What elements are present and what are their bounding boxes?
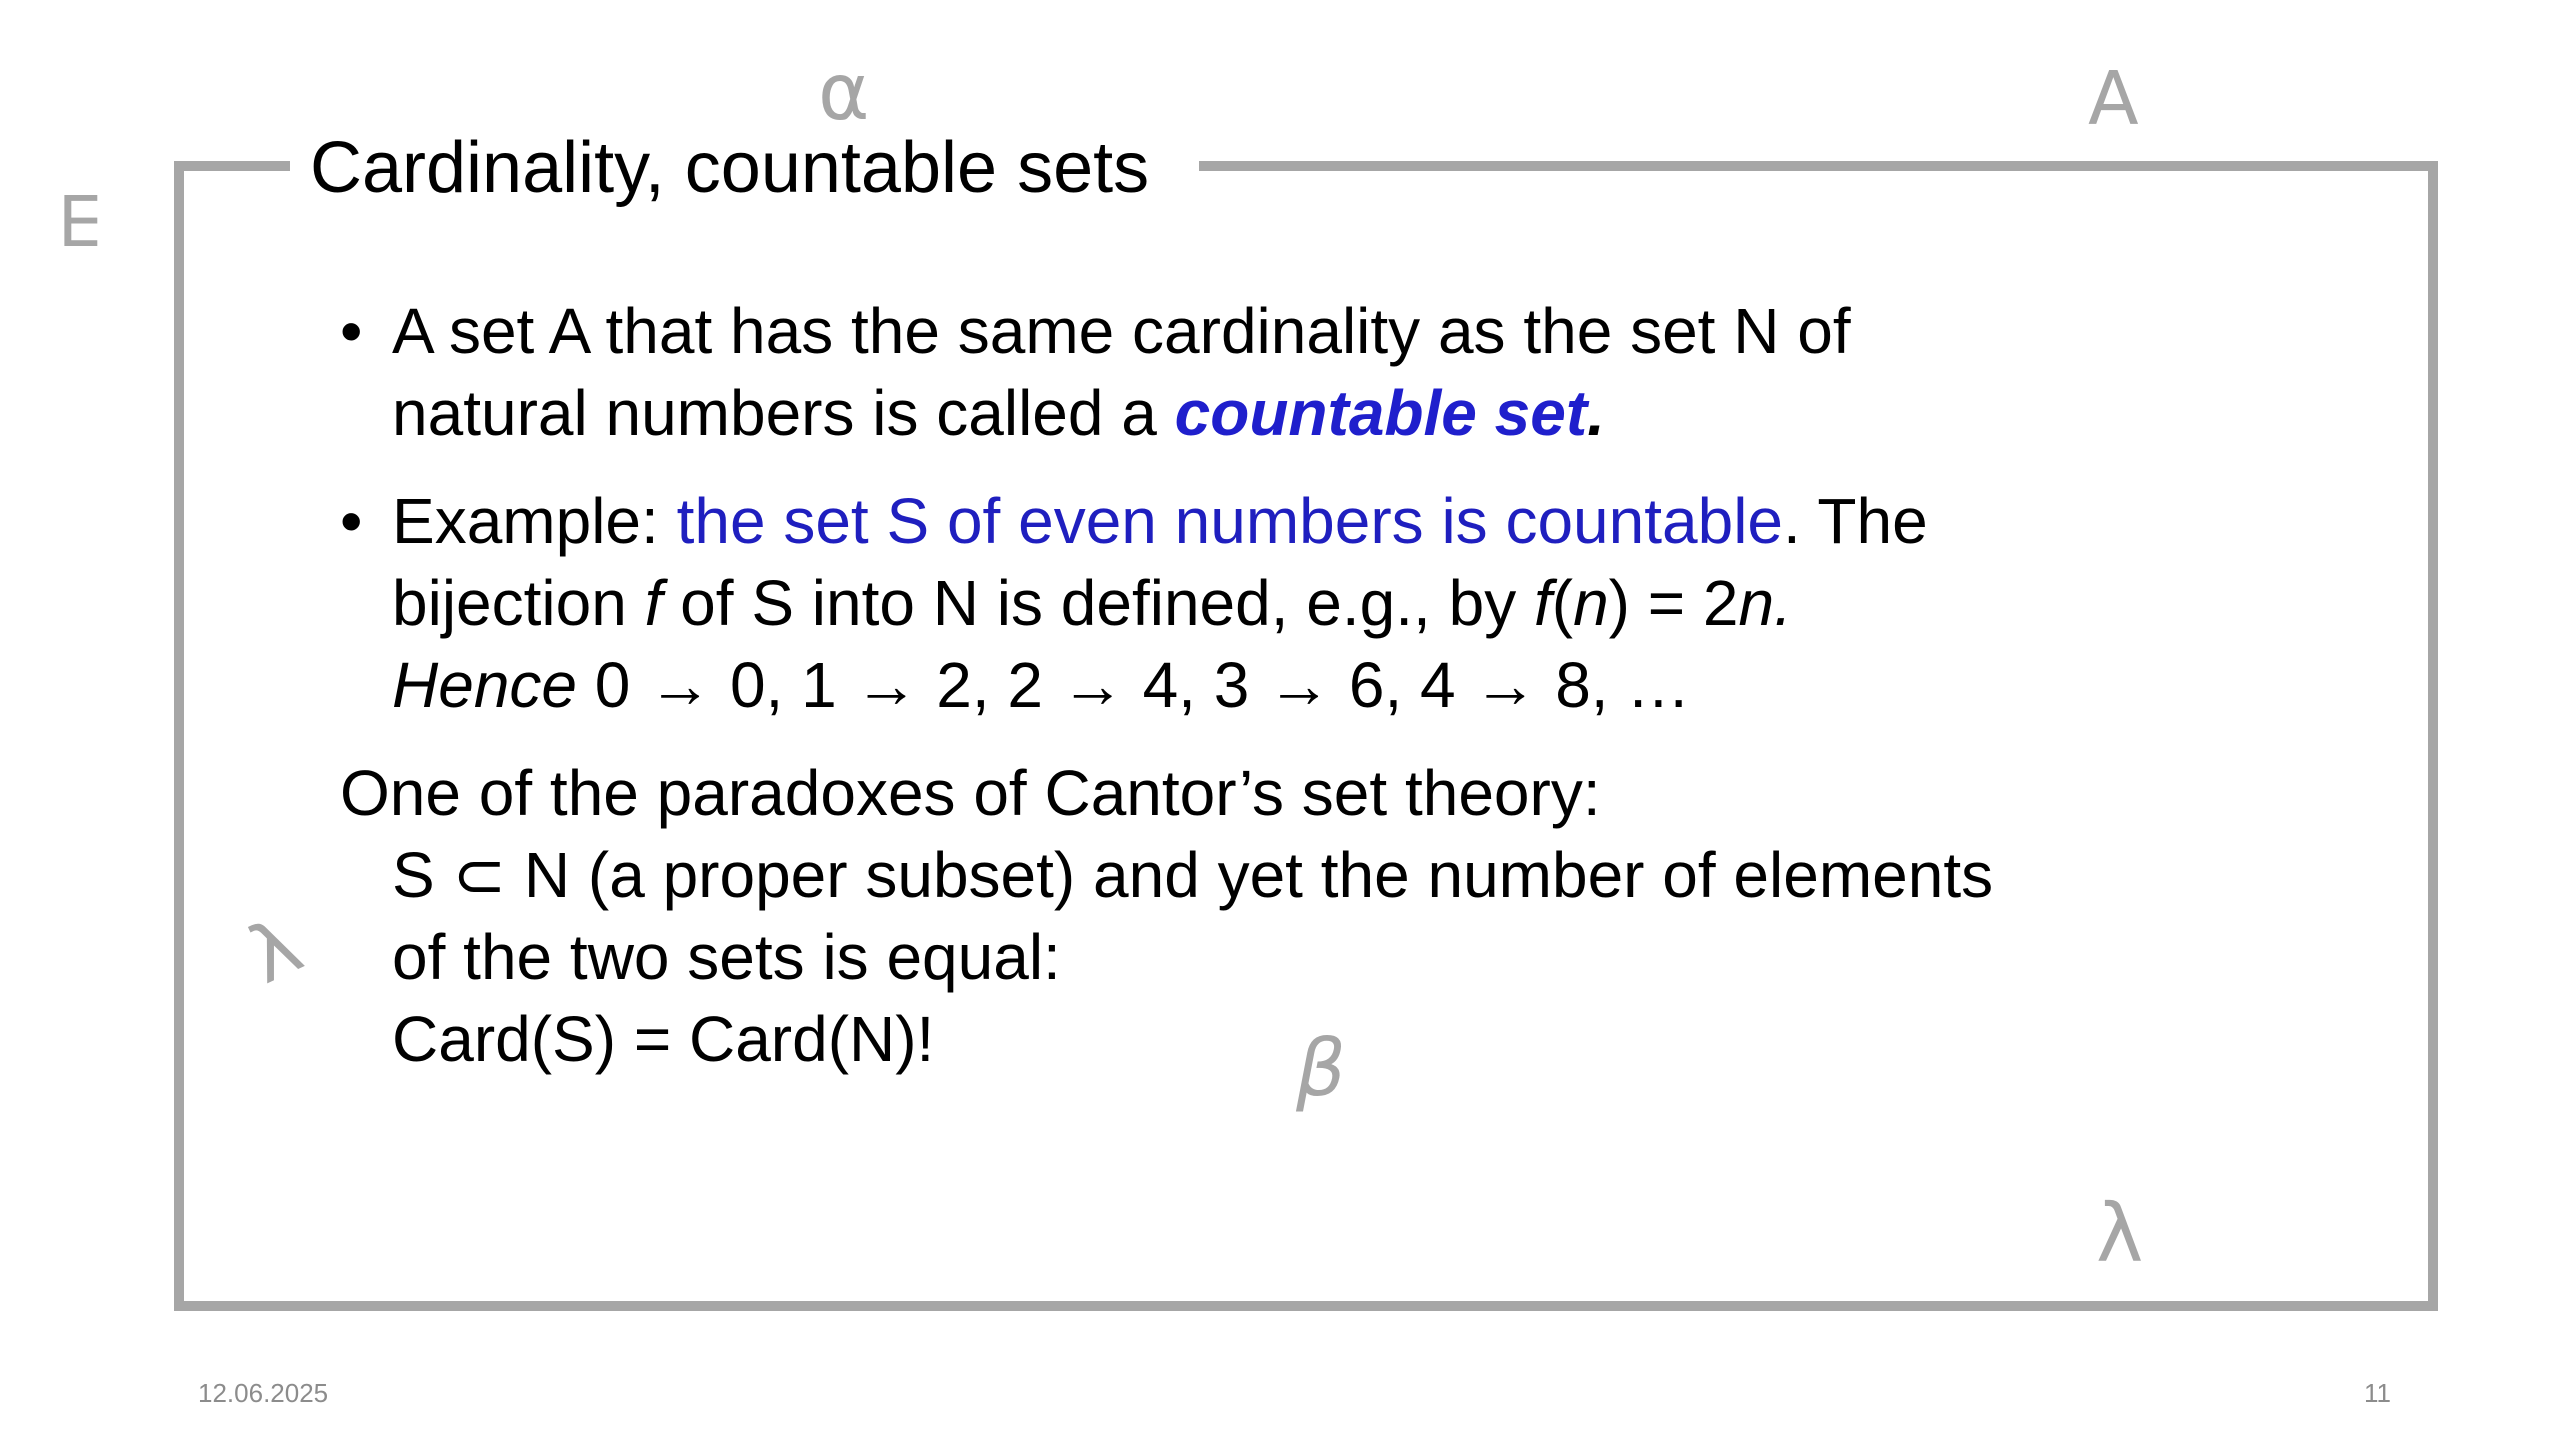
function-symbol: f bbox=[1533, 567, 1552, 639]
bullet-countable-definition bbox=[340, 290, 2190, 454]
function-symbol: f bbox=[644, 567, 663, 639]
forall-symbol-decoration: ∀ bbox=[2088, 52, 2139, 138]
paradox-conclusion: Card(S) = Card(N)! bbox=[392, 1003, 935, 1075]
bullet-line bbox=[392, 372, 2190, 454]
paradox-line: S ⊂ N (a proper subset) and yet the number of elements bbox=[392, 839, 1994, 911]
definition-text: A set A that has the same cardinality as the set N of bbox=[392, 295, 1851, 367]
example-text: bijection bbox=[392, 567, 645, 639]
slide-content bbox=[340, 290, 2190, 1080]
variable-symbol: n. bbox=[1738, 567, 1792, 639]
bullet-line bbox=[392, 480, 2190, 562]
example-label: Example: bbox=[392, 485, 677, 557]
page-number: 11 bbox=[2364, 1378, 2391, 1408]
example-text: of S into N is defined, e.g., by bbox=[662, 567, 1534, 639]
bullet-icon: • bbox=[340, 295, 363, 367]
hence-word: Hence bbox=[392, 649, 577, 721]
example-text: ) = 2 bbox=[1608, 567, 1739, 639]
example-text: . The bbox=[1783, 485, 1928, 557]
beta-symbol-decoration: β bbox=[1296, 1024, 1346, 1114]
lambda-rotated-symbol-decoration: λ bbox=[235, 900, 316, 1002]
exists-symbol-decoration: ∃ bbox=[60, 178, 105, 260]
variable-symbol: n bbox=[1573, 567, 1609, 639]
alpha-symbol-decoration: α bbox=[818, 48, 870, 138]
paradox-heading: One of the paradoxes of Cantor’s set theory: bbox=[340, 757, 1601, 829]
paradox-block bbox=[340, 752, 2190, 1080]
bullet-line bbox=[392, 644, 2190, 726]
bullet-line bbox=[392, 290, 2190, 372]
definition-text: natural numbers is called a bbox=[392, 377, 1175, 449]
bullet-line bbox=[392, 562, 2190, 644]
defined-term: countable set bbox=[1174, 377, 1588, 449]
paradox-line: of the two sets is equal: bbox=[392, 921, 1061, 993]
lambda-symbol-decoration: λ bbox=[2096, 1187, 2144, 1280]
term-period: . bbox=[1587, 377, 1605, 449]
footer-date: 12.06.2025 bbox=[198, 1378, 329, 1408]
example-highlight: the set S of even numbers is countable bbox=[676, 485, 1783, 557]
bullet-example bbox=[340, 480, 2190, 726]
mapping-sequence: 0 → 0, 1 → 2, 2 → 4, 3 → 6, 4 → 8, … bbox=[577, 649, 1691, 721]
example-text: ( bbox=[1551, 567, 1574, 639]
bullet-icon: • bbox=[340, 485, 363, 557]
slide-title: Cardinality, countable sets bbox=[290, 118, 1199, 218]
